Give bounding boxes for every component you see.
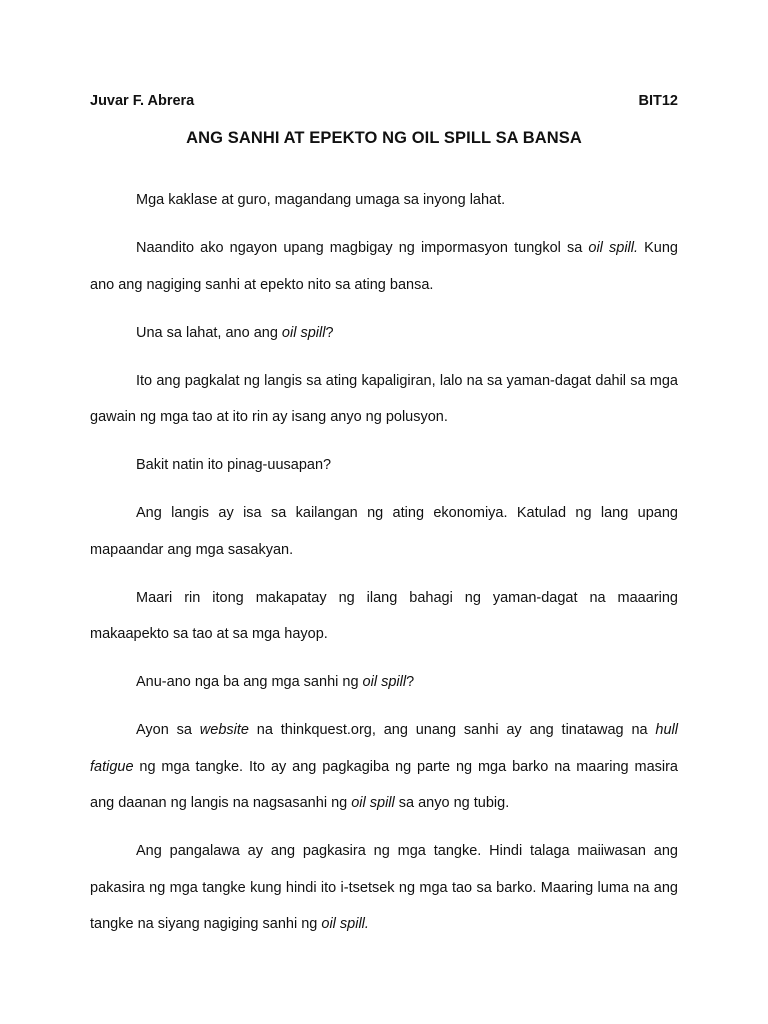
body-paragraph <box>90 495 678 568</box>
section-code: BIT12 <box>638 93 678 109</box>
paragraph-text: Kung ano ang nagiging sanhi at epekto nito sa ating bansa. <box>90 240 678 293</box>
paragraph-text: Una sa lahat, ano ang <box>136 324 282 341</box>
document-title: ANG SANHI AT EPEKTO NG OIL SPILL SA BANSA <box>186 129 582 147</box>
body-paragraph <box>90 363 678 436</box>
paragraph-text: Ito ang pagkalat ng langis sa ating kapaligiran, lalo na sa yaman-dagat dahil sa mga gawain ng mga tao at ito rin ay isang anyo ng polusyon. <box>90 372 678 425</box>
body-paragraph <box>90 447 678 484</box>
paragraph-text: ng mga tangke. Ito ay ang pagkagiba ng parte ng mga barko na maaring masira ang daanan ng langis na nagsasanhi ng <box>90 758 678 811</box>
italic-term: oil spill. <box>321 916 369 932</box>
document-header <box>90 92 678 110</box>
paragraph-text: ? <box>325 324 334 341</box>
paragraph-text: Ang langis ay isa sa kailangan ng ating ekonomiya. Katulad ng lang upang mapaandar ang mga sasakyan. <box>90 505 678 558</box>
italic-term: oil spill. <box>588 240 639 256</box>
body-paragraph <box>90 182 678 219</box>
body-paragraph <box>90 712 678 822</box>
paragraph-text: Mga kaklase at guro, magandang umaga sa inyong lahat. <box>136 192 506 208</box>
paragraph-text: Anu-ano nga ba ang mga sanhi ng <box>136 674 363 690</box>
italic-term: oil spill <box>351 795 395 811</box>
paragraph-text: na thinkquest.org, ang unang sanhi ay ang tinatawag na <box>248 722 656 738</box>
body-paragraph <box>90 664 678 701</box>
body-paragraph <box>90 315 678 352</box>
paragraph-text: ? <box>406 674 415 690</box>
body-paragraph <box>90 230 678 303</box>
paragraph-text: Ang pangalawa ay ang pagkasira ng mga tangke. Hindi talaga maiiwasan ang pakasira ng mga tangke kung hindi ito i-tsetsek ng mga tao sa barko. Maaring luma na ang tangke na siyang nagiging sanhi ng <box>90 843 678 932</box>
paragraph-text: Ayon sa <box>136 722 200 738</box>
document-body <box>90 182 678 954</box>
paragraph-text: sa anyo ng tubig. <box>394 795 510 811</box>
italic-term: website <box>199 722 249 738</box>
paragraph-text: Maari rin itong makapatay ng ilang bahagi ng yaman-dagat na maaaring makaapekto sa tao at sa mga hayop. <box>90 589 678 642</box>
paragraph-text: Bakit natin ito pinag-uusapan? <box>136 457 332 473</box>
italic-term: hull fatigue <box>90 722 678 775</box>
paragraph-text: Naandito ako ngayon upang magbigay ng impormasyon tungkol sa <box>136 240 589 256</box>
author-name: Juvar F. Abrera <box>90 93 195 109</box>
body-paragraph <box>90 580 678 653</box>
italic-term: oil spill <box>281 324 326 341</box>
italic-term: oil spill <box>362 674 407 690</box>
body-paragraph <box>90 833 678 943</box>
